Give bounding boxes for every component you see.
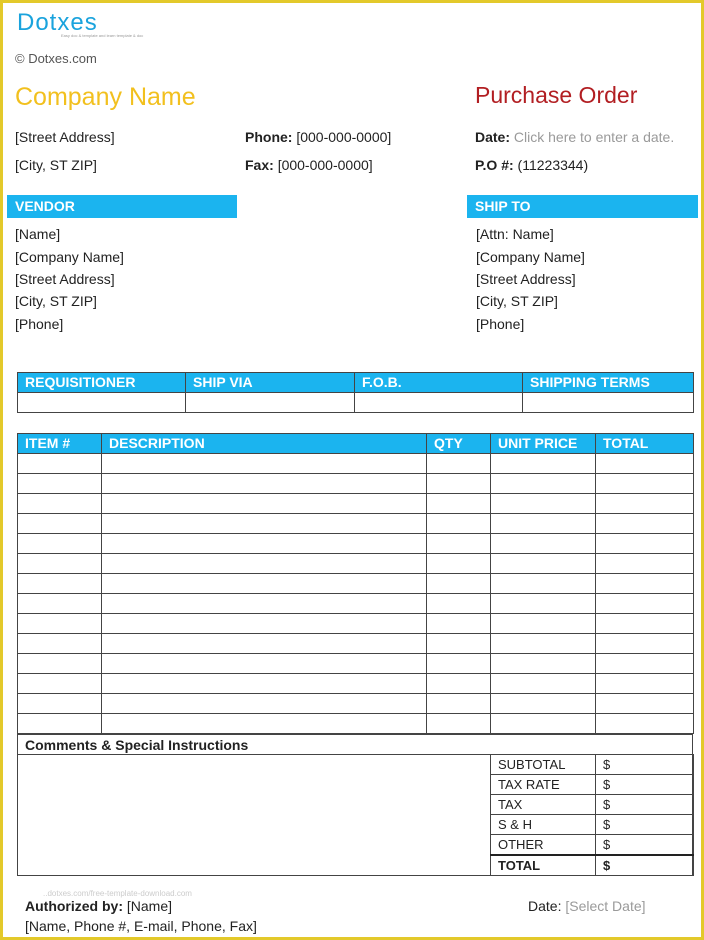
description-cell[interactable] [102, 454, 427, 474]
po-number-value[interactable]: (11223344) [517, 157, 589, 173]
copyright-text: © Dotxes.com [15, 51, 97, 66]
table-row [18, 634, 694, 654]
qty-cell[interactable] [427, 534, 491, 554]
qty-cell[interactable] [427, 594, 491, 614]
ship-to-city[interactable]: [City, ST ZIP] [476, 293, 558, 309]
totals-table [490, 754, 694, 876]
qty-cell[interactable] [427, 714, 491, 734]
date-placeholder[interactable]: Click here to enter a date. [513, 129, 675, 145]
totals-row [491, 855, 694, 876]
item-number-cell[interactable] [18, 514, 102, 534]
totals-label: TAX [491, 795, 596, 815]
date-label: Date: [475, 129, 511, 145]
qty-cell[interactable] [427, 654, 491, 674]
table-row [18, 494, 694, 514]
unit-price-header: UNIT PRICE [491, 434, 596, 454]
phone-label: Phone: [245, 129, 293, 145]
unit-price-cell[interactable] [491, 694, 596, 714]
table-row [18, 674, 694, 694]
authorized-by-value[interactable]: [Name] [126, 898, 173, 914]
unit-price-cell[interactable] [491, 674, 596, 694]
qty-header: QTY [427, 434, 491, 454]
vendor-phone[interactable]: [Phone] [15, 316, 64, 332]
qty-cell[interactable] [427, 574, 491, 594]
qty-cell[interactable] [427, 614, 491, 634]
unit-price-cell[interactable] [491, 554, 596, 574]
total-cell[interactable] [596, 454, 694, 474]
total-cell[interactable] [596, 714, 694, 734]
vendor-city[interactable]: [City, ST ZIP] [15, 293, 97, 309]
totals-row [491, 815, 694, 835]
unit-price-cell[interactable] [491, 614, 596, 634]
unit-price-cell[interactable] [491, 714, 596, 734]
item-number-cell[interactable] [18, 594, 102, 614]
company-name[interactable]: Company Name [15, 83, 196, 111]
ship-via-header: SHIP VIA [186, 373, 355, 393]
total-cell[interactable] [596, 694, 694, 714]
table-row [18, 714, 694, 734]
totals-row [491, 835, 694, 856]
table-row [18, 474, 694, 494]
comments-title: Comments & Special Instructions [25, 737, 249, 753]
total-cell[interactable] [596, 634, 694, 654]
description-cell[interactable] [102, 494, 427, 514]
description-cell[interactable] [102, 714, 427, 734]
ship-via-cell[interactable] [186, 393, 355, 413]
unit-price-cell[interactable] [491, 474, 596, 494]
item-number-cell[interactable] [18, 634, 102, 654]
date-field[interactable] [475, 129, 674, 145]
document-title: Purchase Order [475, 82, 638, 108]
totals-label: TOTAL [491, 855, 596, 876]
item-number-cell[interactable] [18, 534, 102, 554]
unit-price-cell[interactable] [491, 534, 596, 554]
description-cell[interactable] [102, 594, 427, 614]
unit-price-cell[interactable] [491, 514, 596, 534]
qty-cell[interactable] [427, 694, 491, 714]
unit-price-cell[interactable] [491, 654, 596, 674]
totals-row [491, 755, 694, 775]
description-cell[interactable] [102, 514, 427, 534]
item-number-cell[interactable] [18, 674, 102, 694]
authorized-contact[interactable]: [Name, Phone #, E-mail, Phone, Fax] [25, 918, 257, 934]
description-cell[interactable] [102, 634, 427, 654]
po-number-field[interactable] [475, 157, 588, 173]
description-cell[interactable] [102, 694, 427, 714]
totals-body [491, 755, 694, 876]
item-number-cell[interactable] [18, 654, 102, 674]
totals-value[interactable]: $ [596, 775, 694, 795]
item-number-header: ITEM # [18, 434, 102, 454]
description-cell[interactable] [102, 534, 427, 554]
totals-row [491, 795, 694, 815]
item-number-cell[interactable] [18, 554, 102, 574]
item-number-cell[interactable] [18, 474, 102, 494]
totals-value[interactable]: $ [596, 855, 694, 876]
table-row [18, 594, 694, 614]
unit-price-cell[interactable] [491, 594, 596, 614]
totals-label: SUBTOTAL [491, 755, 596, 775]
fax-field[interactable] [245, 157, 373, 173]
comments-divider [17, 754, 491, 755]
item-number-cell[interactable] [18, 454, 102, 474]
table-row [18, 694, 694, 714]
description-cell[interactable] [102, 614, 427, 634]
fob-cell[interactable] [355, 393, 523, 413]
qty-cell[interactable] [427, 494, 491, 514]
faint-watermark-text: ..dotxes.com/free-template-download.com [43, 889, 192, 898]
phone-value[interactable]: [000-000-0000] [296, 129, 392, 145]
shipping-input-row [18, 393, 694, 413]
totals-value[interactable]: $ [596, 795, 694, 815]
fax-label: Fax: [245, 157, 274, 173]
description-cell[interactable] [102, 674, 427, 694]
ship-to-phone[interactable]: [Phone] [476, 316, 525, 332]
total-cell[interactable] [596, 654, 694, 674]
totals-value[interactable]: $ [596, 815, 694, 835]
item-number-cell[interactable] [18, 714, 102, 734]
total-cell[interactable] [596, 594, 694, 614]
vendor-name[interactable]: [Name] [15, 226, 61, 242]
qty-cell[interactable] [427, 474, 491, 494]
table-row [18, 574, 694, 594]
ship-to-company[interactable]: [Company Name] [476, 249, 585, 265]
authorized-by-field[interactable] [25, 898, 172, 914]
table-row [18, 514, 694, 534]
total-cell[interactable] [596, 674, 694, 694]
footer-date-field[interactable] [528, 898, 646, 914]
unit-price-cell[interactable] [491, 634, 596, 654]
shipping-terms-cell[interactable] [523, 393, 694, 413]
qty-cell[interactable] [427, 554, 491, 574]
table-row [18, 534, 694, 554]
vendor-company[interactable]: [Company Name] [15, 249, 124, 265]
shipping-header-row [18, 373, 694, 393]
items-body [18, 454, 694, 734]
table-row [18, 554, 694, 574]
logo-tagline: Easy doc & template and learn template & doc [61, 33, 144, 38]
footer-date-placeholder[interactable]: [Select Date] [565, 898, 646, 914]
ship-to-attn[interactable]: [Attn: Name] [476, 226, 554, 242]
fob-header: F.O.B. [355, 373, 523, 393]
totals-value[interactable]: $ [596, 755, 694, 775]
dotxes-logo: Dotxes [17, 9, 98, 36]
item-number-cell[interactable] [18, 614, 102, 634]
total-cell[interactable] [596, 574, 694, 594]
shipping-table [17, 372, 694, 413]
total-cell[interactable] [596, 514, 694, 534]
items-header-row [18, 434, 694, 454]
table-row [18, 654, 694, 674]
totals-row [491, 775, 694, 795]
unit-price-cell[interactable] [491, 574, 596, 594]
description-cell[interactable] [102, 474, 427, 494]
total-cell[interactable] [596, 494, 694, 514]
qty-cell[interactable] [427, 634, 491, 654]
company-street[interactable]: [Street Address] [15, 129, 115, 145]
requisitioner-header: REQUISITIONER [18, 373, 186, 393]
description-cell[interactable] [102, 654, 427, 674]
item-number-cell[interactable] [18, 494, 102, 514]
totals-label: S & H [491, 815, 596, 835]
total-cell[interactable] [596, 554, 694, 574]
qty-cell[interactable] [427, 454, 491, 474]
qty-cell[interactable] [427, 674, 491, 694]
ship-to-header: SHIP TO [467, 195, 698, 218]
item-number-cell[interactable] [18, 694, 102, 714]
qty-cell[interactable] [427, 514, 491, 534]
totals-value[interactable]: $ [596, 835, 694, 856]
phone-field[interactable] [245, 129, 391, 145]
items-table [17, 433, 694, 734]
total-header: TOTAL [596, 434, 694, 454]
po-number-label: P.O #: [475, 157, 514, 173]
fax-value[interactable]: [000-000-0000] [277, 157, 373, 173]
totals-label: TAX RATE [491, 775, 596, 795]
requisitioner-cell[interactable] [18, 393, 186, 413]
table-row [18, 614, 694, 634]
unit-price-cell[interactable] [491, 494, 596, 514]
unit-price-cell[interactable] [491, 454, 596, 474]
ship-to-street[interactable]: [Street Address] [476, 271, 576, 287]
item-number-cell[interactable] [18, 574, 102, 594]
table-row [18, 454, 694, 474]
totals-label: OTHER [491, 835, 596, 856]
description-cell[interactable] [102, 574, 427, 594]
vendor-header: VENDOR [7, 195, 237, 218]
total-cell[interactable] [596, 474, 694, 494]
company-city[interactable]: [City, ST ZIP] [15, 157, 97, 173]
authorized-by-label: Authorized by: [25, 898, 123, 914]
total-cell[interactable] [596, 614, 694, 634]
shipping-terms-header: SHIPPING TERMS [523, 373, 694, 393]
description-header: DESCRIPTION [102, 434, 427, 454]
vendor-street[interactable]: [Street Address] [15, 271, 115, 287]
description-cell[interactable] [102, 554, 427, 574]
total-cell[interactable] [596, 534, 694, 554]
footer-date-label: Date: [528, 898, 562, 914]
